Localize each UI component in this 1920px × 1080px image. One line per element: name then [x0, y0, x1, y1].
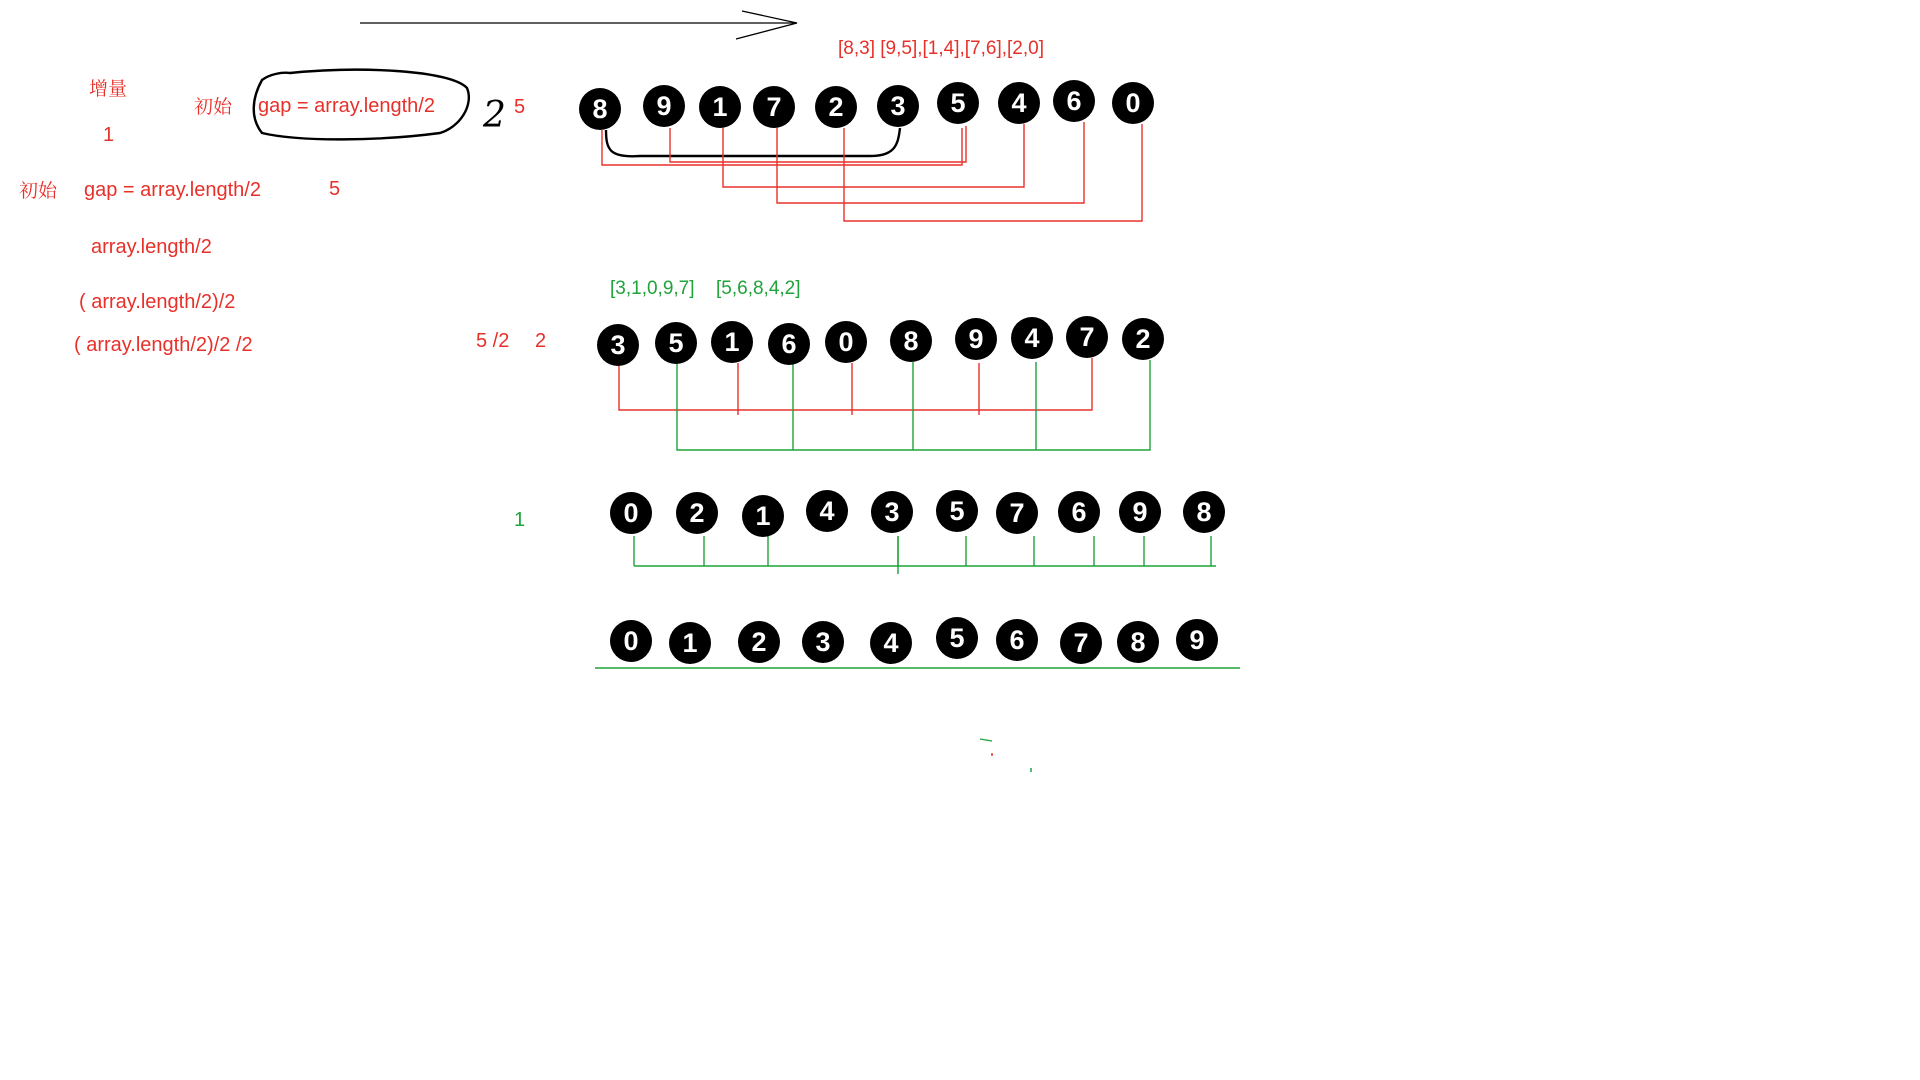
row2-node: 3	[597, 324, 639, 366]
row1-node: 9	[643, 85, 685, 127]
row1-connector-2-0	[844, 124, 1142, 221]
initial-label: 初始	[19, 181, 58, 202]
row3-gap-label: 1	[514, 509, 526, 531]
row3-node: 3	[871, 491, 913, 533]
row2-node: 2	[1122, 318, 1164, 360]
row3-node: 2	[676, 492, 718, 534]
row2-node: 9	[955, 318, 997, 360]
row4-node: 5	[936, 617, 978, 659]
row2-node: 1	[711, 321, 753, 363]
row4-node: 7	[1060, 622, 1102, 664]
row3-node: 7	[996, 492, 1038, 534]
row3-node: 0	[610, 492, 652, 534]
row2-node: 5	[655, 322, 697, 364]
row1-node: 0	[1112, 82, 1154, 124]
row4-node: 6	[996, 619, 1038, 661]
row1-node: 6	[1053, 80, 1095, 122]
row3-node: 5	[936, 490, 978, 532]
row1-connector-8-3	[602, 128, 962, 165]
gap-formula: gap = array.length/2	[84, 179, 261, 201]
row1-node: 2	[815, 86, 857, 128]
row4-node: 1	[669, 622, 711, 664]
increment-label: 增量	[89, 79, 128, 100]
row2-node: 0	[825, 321, 867, 363]
handwritten-divisor: 2	[483, 95, 506, 136]
half-formula: array.length/2	[91, 236, 212, 258]
quarter-formula: ( array.length/2)/2	[79, 291, 236, 313]
row1-pairs: [8,3] [9,5],[1,4],[7,6],[2,0]	[838, 38, 1044, 59]
row2-node: 8	[890, 320, 932, 362]
gap-formula-circled: gap = array.length/2	[258, 95, 435, 117]
row1-node: 1	[699, 86, 741, 128]
row4-node: 8	[1117, 621, 1159, 663]
row2-node: 6	[768, 323, 810, 365]
row3-node: 6	[1058, 491, 1100, 533]
row2-gap-label-b: 2	[535, 330, 547, 352]
row3-node: 4	[806, 490, 848, 532]
row4-node: 9	[1176, 619, 1218, 661]
row3-node: 8	[1183, 491, 1225, 533]
increment-value: 1	[103, 124, 115, 146]
row2-node: 4	[1011, 317, 1053, 359]
row2-gap-label-a: 5 /2	[476, 330, 510, 352]
row1-node: 8	[579, 88, 621, 130]
row1-node: 7	[753, 86, 795, 128]
row3-node: 1	[742, 495, 784, 537]
eighth-formula: ( array.length/2)/2 /2	[74, 334, 253, 356]
initial-label-circled: 初始	[194, 97, 233, 118]
row4-node: 3	[802, 621, 844, 663]
row1-node: 5	[937, 82, 979, 124]
row2-group-b: [5,6,8,4,2]	[716, 278, 801, 299]
gap-value: 5	[329, 178, 341, 200]
top-arrow-head	[736, 11, 797, 39]
row3-node: 9	[1119, 491, 1161, 533]
row2-group-a: [3,1,0,9,7]	[610, 278, 695, 299]
row1-node: 3	[877, 85, 919, 127]
row4-node: 0	[610, 620, 652, 662]
row2-connector-group-a	[619, 358, 1092, 410]
row1-node: 4	[998, 82, 1040, 124]
row1-gap-label: 5	[514, 96, 526, 118]
row2-node: 7	[1066, 316, 1108, 358]
stray-mark	[980, 739, 992, 741]
row4-node: 2	[738, 621, 780, 663]
row4-node: 4	[870, 622, 912, 664]
row1-handdrawn-bracket	[606, 128, 900, 156]
